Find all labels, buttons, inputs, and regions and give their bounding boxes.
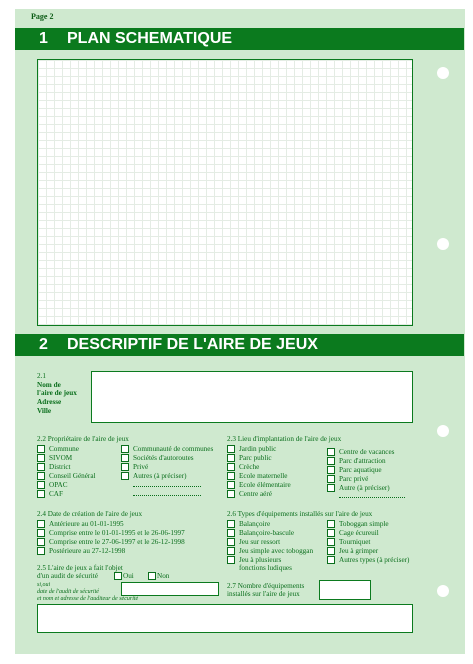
- section-2-title: DESCRIPTIF DE L'AIRE DE JEUX: [67, 336, 318, 353]
- s26-checkbox-1[interactable]: [227, 520, 235, 528]
- s25-if-yes: si,oui: [37, 582, 51, 588]
- s25-yes-checkbox[interactable]: [114, 572, 122, 580]
- section-1-number: 1: [39, 30, 48, 47]
- s26-option: Toboggan simple: [339, 520, 389, 528]
- s22-checkbox-6[interactable]: [37, 490, 45, 498]
- plan-drawing-area[interactable]: [37, 59, 413, 326]
- s26-option: Jeu simple avec toboggan: [239, 547, 314, 555]
- section-1-header: [15, 28, 464, 50]
- s26-checkbox-5[interactable]: [227, 556, 235, 564]
- s25-no-label: Non: [157, 572, 170, 580]
- s24-option: Comprise entre le 27-06-1997 et le 26-12-1998: [49, 538, 185, 546]
- s22-checkbox-1[interactable]: [37, 445, 45, 453]
- s21-label-name: Nom de: [37, 381, 61, 389]
- page-label: Page 2: [31, 12, 54, 21]
- s22-checkbox-2[interactable]: [37, 454, 45, 462]
- s26-checkbox-9[interactable]: [327, 547, 335, 555]
- s22-title: 2.2 Propriétaire de l'aire de jeux: [37, 435, 129, 443]
- s23-checkbox-7[interactable]: [327, 448, 335, 456]
- s23-option: Centre aéré: [239, 490, 272, 498]
- s26-option: Jeu à grimper: [339, 547, 379, 555]
- section-2-header: [15, 334, 464, 356]
- s23-checkbox-8[interactable]: [327, 457, 335, 465]
- s26-checkbox-2[interactable]: [227, 529, 235, 537]
- s21-number: 2.1: [37, 372, 46, 380]
- s22-option: Conseil Général: [49, 472, 96, 480]
- s26-option: Balançoire-bascule: [239, 529, 295, 537]
- s27-title-line-2: installés sur l'aire de jeux: [227, 590, 300, 598]
- s25-audit-date-field[interactable]: [121, 582, 219, 596]
- s23-option: Ecole élémentaire: [239, 481, 291, 489]
- s23-checkbox-1[interactable]: [227, 445, 235, 453]
- s21-label-playground: l'aire de jeux: [37, 389, 77, 397]
- s26-checkbox-10[interactable]: [327, 556, 335, 564]
- s23-title: 2.3 Lieu d'implantation de l'aire de jeux: [227, 435, 342, 443]
- s23-other-line[interactable]: [339, 497, 405, 498]
- section-2-number: 2: [39, 336, 48, 353]
- s23-option: Centre de vacances: [339, 448, 395, 456]
- s22-option: Autres (à préciser): [133, 472, 187, 480]
- s24-option: Postérieure au 27-12-1998: [49, 547, 126, 555]
- s26-option: Jeu à plusieurs: [239, 556, 282, 564]
- s22-option: District: [49, 463, 71, 471]
- s23-checkbox-5[interactable]: [227, 481, 235, 489]
- s23-option: Autre (à préciser): [339, 484, 390, 492]
- s26-checkbox-3[interactable]: [227, 538, 235, 546]
- s22-option: OPAC: [49, 481, 68, 489]
- s23-checkbox-4[interactable]: [227, 472, 235, 480]
- s22-option: CAF: [49, 490, 63, 498]
- s21-label-city: Ville: [37, 407, 52, 415]
- s23-option: Jardin public: [239, 445, 277, 453]
- s22-checkbox-8[interactable]: [121, 454, 129, 462]
- s25-audit-date-label: date de l'audit de sécurité: [37, 589, 99, 595]
- s26-option: Tourniquet: [339, 538, 371, 546]
- s22-checkbox-3[interactable]: [37, 463, 45, 471]
- s26-checkbox-6[interactable]: [327, 520, 335, 528]
- s27-title-line-1: 2.7 Nombre d'équipements: [227, 582, 305, 590]
- s23-checkbox-11[interactable]: [327, 484, 335, 492]
- s26-option: Balançoire: [239, 520, 271, 528]
- s21-address-field[interactable]: [91, 371, 413, 423]
- s22-option: Sociétés d'autoroutes: [133, 454, 194, 462]
- s27-count-field[interactable]: [319, 580, 371, 600]
- s22-checkbox-9[interactable]: [121, 463, 129, 471]
- binder-hole-4: [437, 585, 449, 597]
- s26-option: Autres types (à préciser): [339, 556, 410, 564]
- s23-option: Parc aquatique: [339, 466, 382, 474]
- s22-option: Privé: [133, 463, 149, 471]
- s26-option: Cage écureuil: [339, 529, 379, 537]
- s24-checkbox-1[interactable]: [37, 520, 45, 528]
- s22-checkbox-4[interactable]: [37, 472, 45, 480]
- s25-title-line-2: d'un audit de sécurité: [37, 572, 98, 580]
- s25-no-checkbox[interactable]: [148, 572, 156, 580]
- s21-label-address: Adresse: [37, 398, 62, 406]
- binder-hole-1: [437, 67, 449, 79]
- s24-checkbox-3[interactable]: [37, 538, 45, 546]
- section-1-title: PLAN SCHEMATIQUE: [67, 30, 233, 47]
- s23-option: Parc privé: [339, 475, 369, 483]
- s25-title-line-1: 2.5 L'aire de jeux a fait l'objet: [37, 564, 123, 572]
- s24-checkbox-2[interactable]: [37, 529, 45, 537]
- s23-checkbox-10[interactable]: [327, 475, 335, 483]
- s22-option: Commune: [49, 445, 79, 453]
- s22-checkbox-5[interactable]: [37, 481, 45, 489]
- s24-checkbox-4[interactable]: [37, 547, 45, 555]
- s26-option-continued: fonctions ludiques: [239, 564, 292, 572]
- s24-option: Antérieure au 01-01-1995: [49, 520, 124, 528]
- binder-hole-2: [437, 238, 449, 250]
- s23-checkbox-2[interactable]: [227, 454, 235, 462]
- s22-checkbox-7[interactable]: [121, 445, 129, 453]
- s26-title: 2.6 Types d'équipements installés sur l'aire de jeux: [227, 510, 373, 518]
- s24-option: Comprise entre le 01-01-1995 et le 26-06-1997: [49, 529, 185, 537]
- s22-other-line-2[interactable]: [133, 495, 201, 496]
- s25-auditor-field[interactable]: [37, 604, 413, 633]
- s23-checkbox-9[interactable]: [327, 466, 335, 474]
- s22-option: Communauté de communes: [133, 445, 214, 453]
- s22-option: SIVOM: [49, 454, 73, 462]
- s23-option: Parc d'attraction: [339, 457, 386, 465]
- s23-checkbox-6[interactable]: [227, 490, 235, 498]
- s26-checkbox-7[interactable]: [327, 529, 335, 537]
- s23-option: Crèche: [239, 463, 260, 471]
- s25-yes-label: Oui: [123, 572, 134, 580]
- s24-title: 2.4 Date de création de l'aire de jeux: [37, 510, 143, 518]
- s25-auditor-label: et nom et adresse de l'auditeur de sécurité: [37, 596, 139, 602]
- s26-option: Jeu sur ressort: [239, 538, 281, 546]
- s23-option: Ecole maternelle: [239, 472, 288, 480]
- s22-other-line-1[interactable]: [133, 486, 201, 487]
- s23-checkbox-3[interactable]: [227, 463, 235, 471]
- s22-checkbox-10[interactable]: [121, 472, 129, 480]
- s23-option: Parc public: [239, 454, 272, 462]
- binder-hole-3: [437, 425, 449, 437]
- s26-checkbox-8[interactable]: [327, 538, 335, 546]
- s26-checkbox-4[interactable]: [227, 547, 235, 555]
